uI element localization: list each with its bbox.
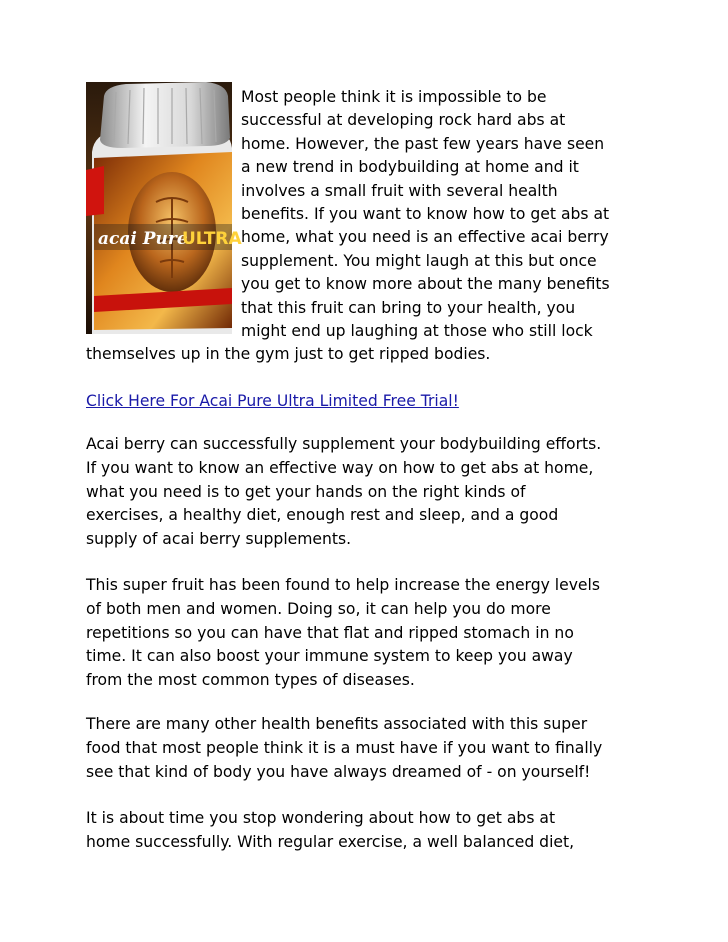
intro-line: a new trend in bodybuilding at home and it — [241, 158, 579, 177]
intro-line: involves a small fruit with several health — [241, 181, 558, 200]
product-label-brand: acai Pure — [98, 229, 188, 249]
text-line: food that most people think it is a must have if you want to finally — [86, 738, 603, 757]
paragraph-conclusion — [86, 807, 656, 855]
intro-line: themselves up in the gym just to get ripped bodies. — [86, 345, 491, 364]
text-line: There are many other health benefits associated with this super — [86, 715, 588, 733]
svg-text:ULTRA: ULTRA — [182, 229, 242, 249]
intro-line: that this fruit can bring to your health, you — [241, 298, 576, 317]
paragraph-supplement — [86, 433, 656, 552]
text-line: of both men and women. Doing so, it can help you do more — [86, 599, 551, 618]
intro-line: supplement. You might laugh at this but once — [241, 251, 597, 270]
text-line: exercises, a healthy diet, enough rest and sleep, and a good — [86, 506, 559, 525]
paragraph-benefits — [86, 713, 656, 784]
text-line: Acai berry can successfully supplement your bodybuilding efforts. — [86, 435, 602, 453]
paragraph-energy — [86, 574, 656, 693]
text-line: repetitions so you can have that flat and ripped stomach in no — [86, 623, 574, 642]
intro-line: home. However, the past few years have seen — [241, 134, 605, 153]
intro-line: benefits. If you want to know how to get abs at — [241, 205, 610, 224]
text-line: home successfully. With regular exercise, a well balanced diet, — [86, 832, 575, 851]
text-line: what you need is to get your hands on the right kinds of — [86, 482, 526, 501]
text-line: If you want to know an effective way on how to get abs at home, — [86, 458, 594, 477]
text-line: time. It can also boost your immune system to keep you away — [86, 647, 573, 666]
free-trial-link[interactable]: Click Here For Acai Pure Ultra Limited Free Trial! — [86, 392, 459, 410]
text-line: see that kind of body you have always dreamed of - on yourself! — [86, 762, 591, 781]
intro-line: might end up laughing at those who still lock — [241, 322, 593, 341]
intro-paragraph — [86, 86, 656, 367]
text-line: supply of acai berry supplements. — [86, 530, 352, 549]
intro-line: successful at developing rock hard abs at — [241, 111, 566, 130]
intro-line: Most people think it is impossible to be — [241, 88, 547, 106]
text-line: from the most common types of diseases. — [86, 671, 415, 690]
intro-line: home, what you need is an effective acai berry — [241, 228, 609, 247]
text-line: It is about time you stop wondering about how to get abs at — [86, 809, 556, 827]
text-line: This super fruit has been found to help increase the energy levels — [86, 576, 600, 594]
intro-line: you get to know more about the many benefits — [241, 275, 610, 294]
